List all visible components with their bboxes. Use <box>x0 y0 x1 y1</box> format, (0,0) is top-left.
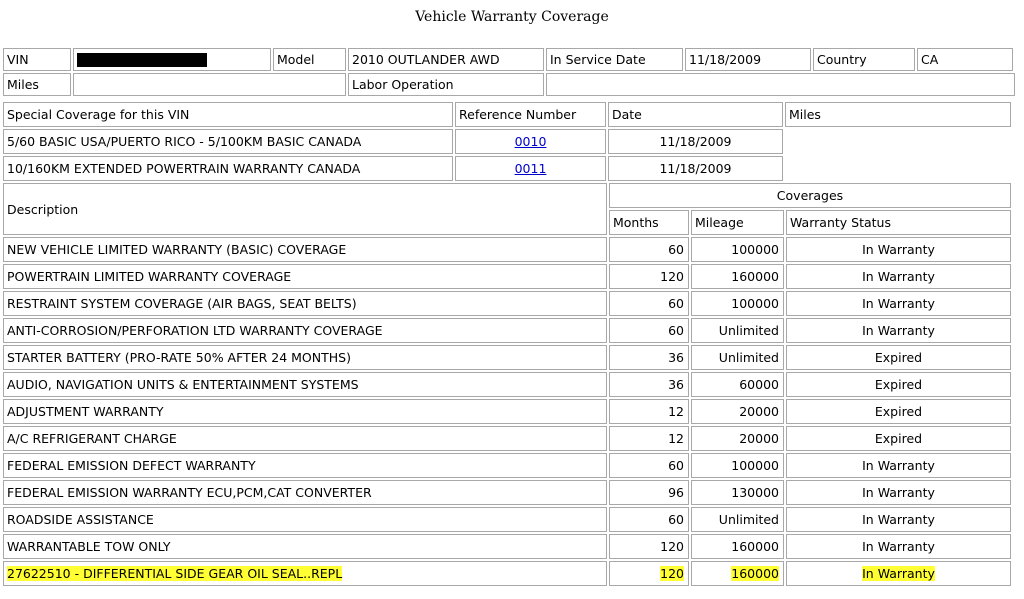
vehicle-info-row-2 <box>3 73 1015 96</box>
coverage-months <box>609 507 689 532</box>
coverage-warranty-status <box>786 561 1011 586</box>
months-header: Months <box>609 210 689 235</box>
coverage-warranty-status-text: In Warranty <box>862 296 935 311</box>
coverage-mileage-text: 130000 <box>731 485 779 500</box>
country-value: CA <box>917 48 1013 71</box>
coverage-months <box>609 480 689 505</box>
coverage-months-text: 36 <box>668 377 684 392</box>
coverage-mileage-text: 20000 <box>739 404 779 419</box>
special-coverage-date: 11/18/2009 <box>608 156 783 181</box>
coverage-warranty-status <box>786 480 1011 505</box>
coverage-row <box>3 480 1011 505</box>
coverage-mileage-text: 60000 <box>739 377 779 392</box>
coverage-warranty-status-text: Expired <box>874 350 923 365</box>
coverage-description <box>3 561 607 586</box>
special-coverage-header: Special Coverage for this VIN <box>3 102 453 127</box>
coverages-group-header: Coverages <box>609 183 1011 208</box>
reference-number-link[interactable]: 0010 <box>514 134 547 149</box>
coverage-mileage <box>691 453 784 478</box>
coverage-description-text: ROADSIDE ASSISTANCE <box>7 512 154 527</box>
coverage-row <box>3 318 1011 343</box>
coverage-mileage <box>691 291 784 316</box>
coverage-months <box>609 264 689 289</box>
coverage-mileage-text: 160000 <box>731 539 779 554</box>
coverage-warranty-status-text: In Warranty <box>862 458 935 473</box>
country-label: Country <box>813 48 915 71</box>
coverage-description <box>3 507 607 532</box>
model-label: Model <box>273 48 346 71</box>
special-coverage-name: 10/160KM EXTENDED POWERTRAIN WARRANTY CANADA <box>3 156 453 181</box>
coverage-warranty-status-text: Expired <box>874 431 923 446</box>
coverage-mileage-text: 100000 <box>731 242 779 257</box>
coverage-months-text: 12 <box>668 404 684 419</box>
coverage-description <box>3 453 607 478</box>
coverage-description-text: FEDERAL EMISSION WARRANTY ECU,PCM,CAT CONVERTER <box>7 485 372 500</box>
coverage-mileage <box>691 399 784 424</box>
coverage-description-text: FEDERAL EMISSION DEFECT WARRANTY <box>7 458 256 473</box>
coverage-mileage <box>691 426 784 451</box>
coverage-warranty-status-text: Expired <box>874 377 923 392</box>
coverage-mileage <box>691 507 784 532</box>
model-value: 2010 OUTLANDER AWD <box>348 48 544 71</box>
coverage-row <box>3 264 1011 289</box>
coverage-description-text: RESTRAINT SYSTEM COVERAGE (AIR BAGS, SEAT BELTS) <box>7 296 357 311</box>
vehicle-info-table <box>3 48 1015 96</box>
labor-operation-label: Labor Operation <box>348 73 544 96</box>
vin-value <box>73 48 271 71</box>
coverage-description <box>3 345 607 370</box>
coverages-header-group <box>609 183 1011 235</box>
coverage-description <box>3 480 607 505</box>
coverage-warranty-status <box>786 399 1011 424</box>
coverage-description-text: 27622510 - DIFFERENTIAL SIDE GEAR OIL SEAL..REPL <box>7 566 343 581</box>
coverage-row-highlighted <box>3 561 1011 586</box>
reference-number-cell <box>455 156 606 181</box>
special-coverage-date: 11/18/2009 <box>608 129 783 154</box>
coverage-warranty-status <box>786 264 1011 289</box>
coverage-months-text: 60 <box>668 242 684 257</box>
coverage-description <box>3 399 607 424</box>
special-coverage-row <box>3 129 1011 154</box>
special-coverage-miles <box>785 129 1011 154</box>
coverage-warranty-status <box>786 426 1011 451</box>
coverage-warranty-status <box>786 318 1011 343</box>
coverage-mileage-text: 100000 <box>731 458 779 473</box>
coverage-months <box>609 291 689 316</box>
coverage-warranty-status-text: In Warranty <box>862 323 935 338</box>
coverage-mileage <box>691 237 784 262</box>
coverage-row <box>3 291 1011 316</box>
coverage-months-text: 60 <box>668 323 684 338</box>
coverage-mileage-text: 20000 <box>739 431 779 446</box>
coverage-description-text: A/C REFRIGERANT CHARGE <box>7 431 177 446</box>
coverage-warranty-status-text: In Warranty <box>862 269 935 284</box>
coverage-description <box>3 318 607 343</box>
vehicle-info-row-1 <box>3 48 1015 71</box>
coverage-description-text: STARTER BATTERY (PRO-RATE 50% AFTER 24 MONTHS) <box>7 350 351 365</box>
in-service-date-value: 11/18/2009 <box>685 48 811 71</box>
coverage-description <box>3 534 607 559</box>
coverage-months <box>609 318 689 343</box>
miles-value <box>73 73 346 96</box>
coverage-mileage-text: 160000 <box>731 566 779 581</box>
coverage-description-text: AUDIO, NAVIGATION UNITS & ENTERTAINMENT SYSTEMS <box>7 377 359 392</box>
coverage-mileage <box>691 264 784 289</box>
coverage-row <box>3 453 1011 478</box>
special-coverage-header-row <box>3 102 1011 127</box>
coverage-row <box>3 345 1011 370</box>
vin-redaction-bar <box>77 53 207 67</box>
coverage-months-text: 60 <box>668 296 684 311</box>
coverage-months-text: 36 <box>668 350 684 365</box>
coverage-months <box>609 534 689 559</box>
coverage-warranty-status <box>786 453 1011 478</box>
coverage-warranty-status-text: In Warranty <box>862 485 935 500</box>
coverage-months <box>609 561 689 586</box>
special-coverage-table <box>3 102 1011 181</box>
coverage-warranty-status-text: In Warranty <box>862 539 935 554</box>
warranty-status-header: Warranty Status <box>786 210 1011 235</box>
coverage-description-text: WARRANTABLE TOW ONLY <box>7 539 171 554</box>
coverage-description-text: ADJUSTMENT WARRANTY <box>7 404 164 419</box>
coverage-mileage-text: 160000 <box>731 269 779 284</box>
miles-header: Miles <box>785 102 1011 127</box>
coverage-warranty-status <box>786 534 1011 559</box>
coverage-months <box>609 399 689 424</box>
reference-number-header: Reference Number <box>455 102 606 127</box>
reference-number-cell <box>455 129 606 154</box>
coverage-warranty-status <box>786 507 1011 532</box>
coverage-row <box>3 507 1011 532</box>
coverage-mileage <box>691 534 784 559</box>
coverage-description-text: POWERTRAIN LIMITED WARRANTY COVERAGE <box>7 269 292 284</box>
coverage-row <box>3 237 1011 262</box>
coverage-months-text: 60 <box>668 512 684 527</box>
special-coverage-row <box>3 156 1011 181</box>
miles-label: Miles <box>3 73 71 96</box>
coverage-row <box>3 534 1011 559</box>
in-service-date-label: In Service Date <box>546 48 683 71</box>
coverage-months-text: 12 <box>668 431 684 446</box>
special-coverage-miles <box>785 156 1011 181</box>
page-title: Vehicle Warranty Coverage <box>415 9 609 25</box>
vin-label: VIN <box>3 48 71 71</box>
coverage-description <box>3 291 607 316</box>
coverage-warranty-status <box>786 291 1011 316</box>
coverage-row <box>3 372 1011 397</box>
coverages-table <box>3 183 1011 586</box>
coverage-months <box>609 372 689 397</box>
coverage-mileage <box>691 318 784 343</box>
coverage-months-text: 60 <box>668 458 684 473</box>
coverage-mileage <box>691 480 784 505</box>
reference-number-link[interactable]: 0011 <box>514 161 547 176</box>
mileage-header: Mileage <box>691 210 784 235</box>
coverage-months <box>609 345 689 370</box>
labor-operation-value <box>546 73 1015 96</box>
coverage-mileage <box>691 372 784 397</box>
coverage-months <box>609 426 689 451</box>
coverage-warranty-status <box>786 345 1011 370</box>
coverage-description <box>3 264 607 289</box>
coverage-warranty-status-text: Expired <box>874 404 923 419</box>
coverage-row <box>3 426 1011 451</box>
coverage-rows <box>3 237 1011 586</box>
coverage-mileage <box>691 345 784 370</box>
coverage-months <box>609 453 689 478</box>
date-header: Date <box>608 102 783 127</box>
coverage-description <box>3 426 607 451</box>
special-coverage-name: 5/60 BASIC USA/PUERTO RICO - 5/100KM BASIC CANADA <box>3 129 453 154</box>
coverage-months <box>609 237 689 262</box>
coverage-months-text: 120 <box>660 566 684 581</box>
coverage-mileage-text: Unlimited <box>718 350 779 365</box>
coverage-mileage-text: Unlimited <box>718 323 779 338</box>
coverage-description <box>3 372 607 397</box>
coverages-header-row <box>3 183 1011 235</box>
coverage-mileage-text: Unlimited <box>718 512 779 527</box>
coverage-months-text: 120 <box>660 539 684 554</box>
coverage-months-text: 96 <box>668 485 684 500</box>
coverage-warranty-status-text: In Warranty <box>862 566 935 581</box>
coverage-warranty-status <box>786 237 1011 262</box>
description-header: Description <box>3 183 607 235</box>
coverage-description <box>3 237 607 262</box>
coverage-warranty-status <box>786 372 1011 397</box>
coverage-mileage-text: 100000 <box>731 296 779 311</box>
coverage-months-text: 120 <box>660 269 684 284</box>
coverage-row <box>3 399 1011 424</box>
coverage-warranty-status-text: In Warranty <box>862 242 935 257</box>
coverage-warranty-status-text: In Warranty <box>862 512 935 527</box>
coverage-description-text: ANTI-CORROSION/PERFORATION LTD WARRANTY COVERAGE <box>7 323 383 338</box>
coverage-description-text: NEW VEHICLE LIMITED WARRANTY (BASIC) COVERAGE <box>7 242 347 257</box>
coverage-mileage <box>691 561 784 586</box>
